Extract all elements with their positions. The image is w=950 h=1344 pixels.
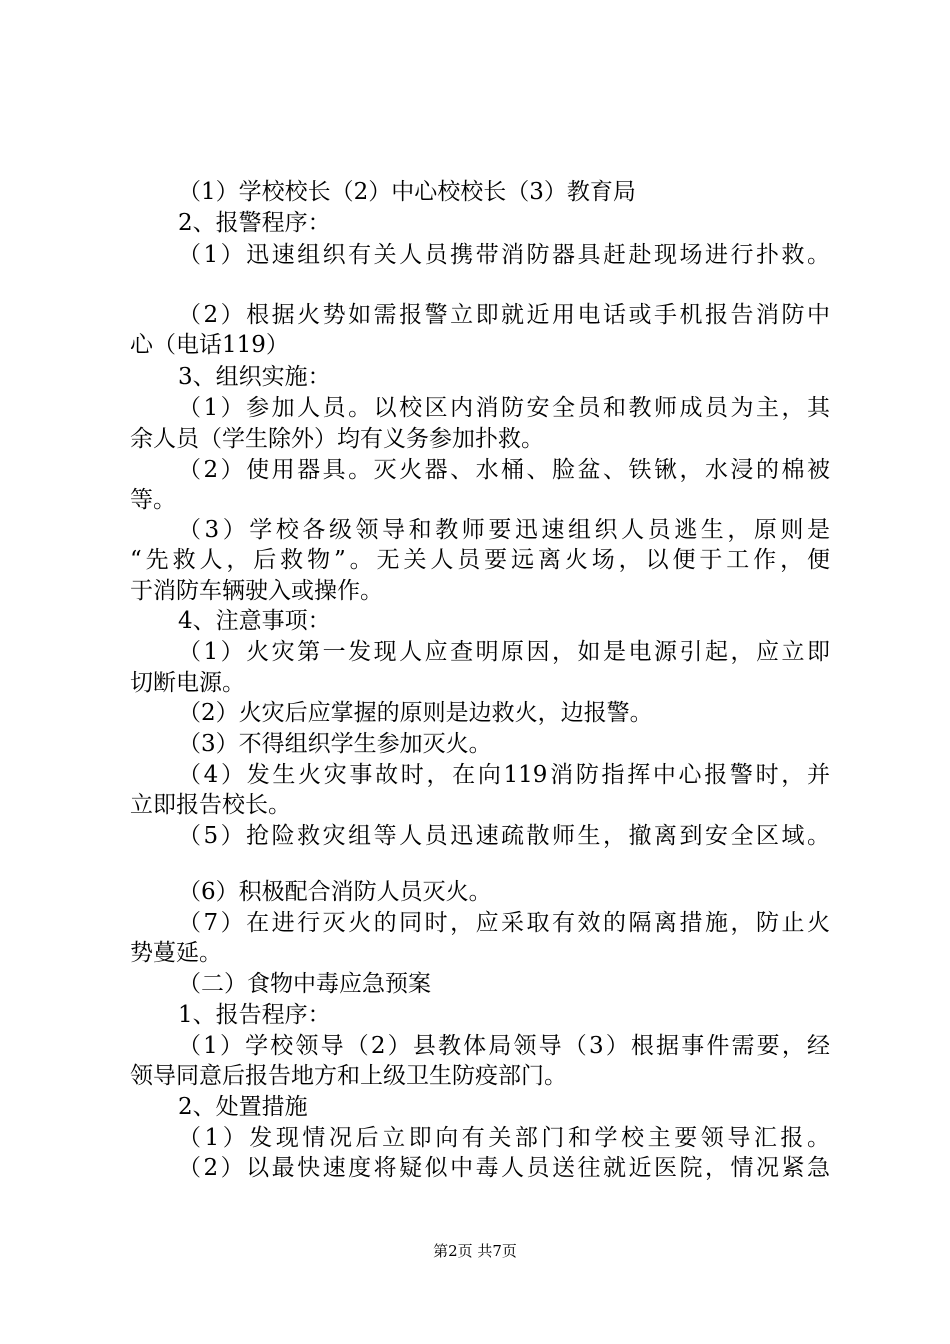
text-line-17: （2）火灾后应掌握的原则是边救火，边报警。 xyxy=(178,700,653,726)
text-line-13: 于消防车辆驶入或操作。 xyxy=(130,578,383,604)
text-line-16: 切断电源。 xyxy=(130,670,245,696)
text-line-15: （1）火灾第一发现人应查明原因，如是电源引起，应立即 xyxy=(178,639,830,665)
text-line-5: 心（电话119） xyxy=(130,332,289,358)
section-heading-food-poisoning: （二）食物中毒应急预案 xyxy=(178,971,431,997)
text-line-2: 2、报警程序： xyxy=(178,210,331,236)
text-line-18: （3）不得组织学生参加灭火。 xyxy=(178,731,492,757)
text-line-23: （7）在进行灭火的同时，应采取有效的隔离措施，防止火 xyxy=(178,910,830,936)
text-line-24: 势蔓延。 xyxy=(130,940,222,966)
text-line-4: （2）根据火势如需报警立即就近用电话或手机报告消防中 xyxy=(178,302,830,328)
text-line-7: （1）参加人员。以校区内消防安全员和教师成员为主，其 xyxy=(178,395,830,421)
text-line-12: “先救人，后救物”。无关人员要远离火场，以便于工作，便 xyxy=(130,547,830,573)
text-line-20: 立即报告校长。 xyxy=(130,792,291,818)
text-line-30: （1）发现情况后立即向有关部门和学校主要领导汇报。 xyxy=(178,1125,830,1151)
text-line-14: 4、注意事项： xyxy=(178,608,331,634)
page-footer: 第2页 共7页 xyxy=(433,1242,517,1260)
text-line-8: 余人员（学生除外）均有义务参加扑救。 xyxy=(130,426,544,452)
text-line-9: （2）使用器具。灭火器、水桶、脸盆、铁锹，水浸的棉被 xyxy=(178,457,830,483)
text-line-1: （1）学校校长（2）中心校校长（3）教育局 xyxy=(178,179,636,205)
text-line-29: 2、处置措施 xyxy=(178,1094,308,1120)
text-line-27: （1）学校领导（2）县教体局领导（3）根据事件需要，经 xyxy=(178,1033,830,1059)
text-line-21: （5）抢险救灾组等人员迅速疏散师生，撤离到安全区域。 xyxy=(178,823,830,849)
text-line-3: （1）迅速组织有关人员携带消防器具赶赴现场进行扑救。 xyxy=(178,242,830,268)
text-line-11: （3）学校各级领导和教师要迅速组织人员逃生，原则是 xyxy=(178,517,830,543)
text-line-6: 3、组织实施： xyxy=(178,364,331,390)
text-line-10: 等。 xyxy=(130,487,176,513)
text-line-28: 领导同意后报告地方和上级卫生防疫部门。 xyxy=(130,1063,567,1089)
text-line-22: （6）积极配合消防人员灭火。 xyxy=(178,879,492,905)
text-line-31: （2）以最快速度将疑似中毒人员送往就近医院，情况紧急 xyxy=(178,1155,830,1181)
text-line-26: 1、报告程序： xyxy=(178,1002,331,1028)
text-line-19: （4）发生火灾事故时，在向119消防指挥中心报警时，并 xyxy=(178,762,830,788)
